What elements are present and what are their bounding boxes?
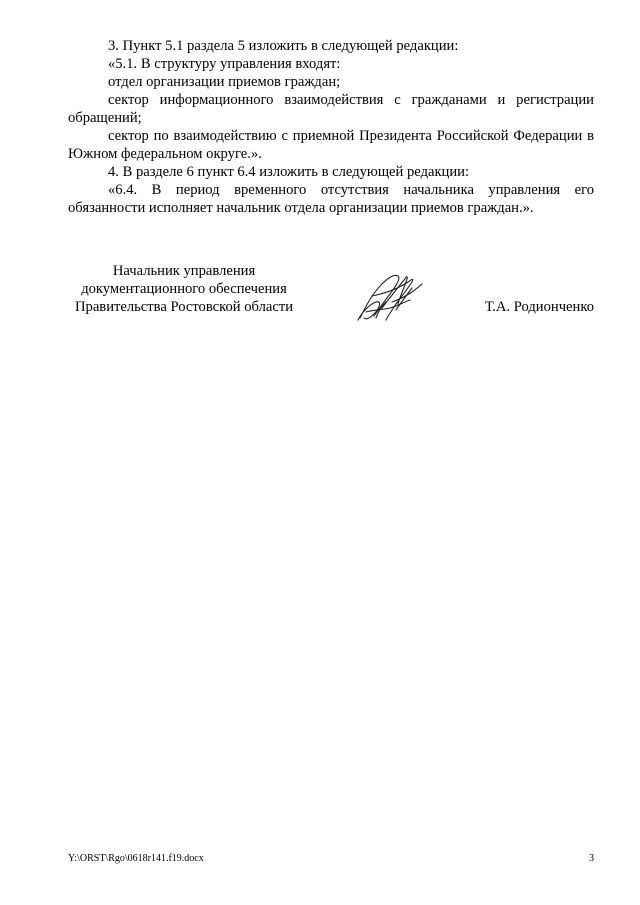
- paragraph-quote-5-1: «5.1. В структуру управления входят:: [108, 56, 341, 72]
- signer-name: Т.А. Родионченко: [484, 299, 594, 315]
- document-body: [68, 37, 594, 217]
- footer-file-path: Y:\ORST\Rgo\0618r141.f19.docx: [68, 853, 204, 864]
- signer-position: [68, 262, 300, 316]
- paragraph-sector-info: сектор информационного взаимодействия с гражданами и регистрации обращений;: [68, 92, 594, 126]
- signer-position-line: Начальник управления: [112, 263, 256, 279]
- handwritten-signature: [352, 266, 426, 326]
- signer-position-line: документационного обеспечения: [81, 281, 287, 297]
- signature-block: [68, 262, 594, 332]
- paragraph-quote-6-4: «6.4. В период временного отсутствия начальника управления его обязанности исполняет начальник отдела организации приемов граждан.».: [68, 182, 594, 216]
- paragraph-department: отдел организации приемов граждан;: [108, 74, 341, 90]
- paragraph-sector-president: сектор по взаимодействию с приемной Президента Российской Федерации в Южном федеральном округе.».: [68, 128, 594, 162]
- signer-position-line: Правительства Ростовской области: [74, 299, 294, 315]
- paragraph-item-4: 4. В разделе 6 пункт 6.4 изложить в следующей редакции:: [108, 164, 470, 180]
- page-number: 3: [589, 853, 594, 864]
- paragraph-item-3: 3. Пункт 5.1 раздела 5 изложить в следующей редакции:: [108, 38, 459, 54]
